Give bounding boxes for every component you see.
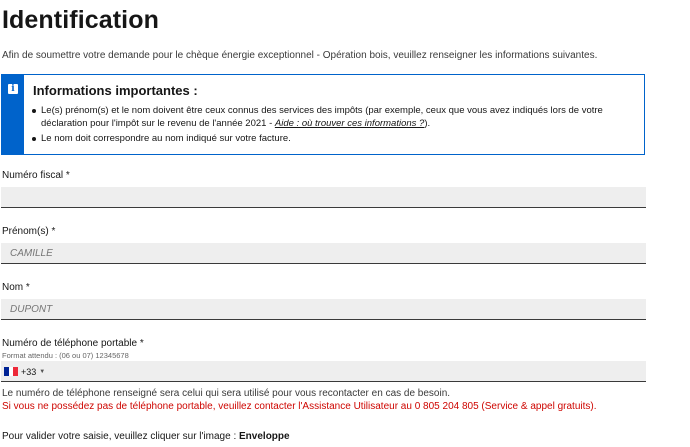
page-title: Identification — [2, 6, 159, 34]
numero-fiscal-label-text: Numéro fiscal — [2, 170, 64, 181]
required-marker: * — [65, 170, 70, 181]
nom-label — [2, 282, 30, 293]
no-mobile-warning: Si vous ne possédez pas de téléphone portable, veuillez contacter l'Assistance Utilisateur au 0 805 204 805 (Service & appel gratuits). — [2, 401, 597, 412]
nom-label-text: Nom — [2, 282, 24, 293]
telephone-input[interactable] — [49, 361, 643, 382]
country-code-select[interactable] — [4, 365, 45, 378]
nom-input[interactable] — [1, 299, 646, 320]
callout-title: Informations importantes : — [33, 83, 198, 98]
telephone-label — [2, 338, 144, 349]
info-icon: i — [8, 84, 18, 94]
telephone-field — [1, 361, 646, 382]
required-marker: * — [25, 282, 30, 293]
captcha-instruction-text: Pour valider votre saisie, veuillez cliquer sur l'image : — [2, 431, 240, 442]
flag-fr-icon — [4, 367, 18, 376]
numero-fiscal-input[interactable] — [1, 187, 646, 208]
callout-accent-bar — [2, 75, 24, 154]
prenoms-label-text: Prénom(s) — [2, 226, 49, 237]
callout-item-lastname — [30, 132, 630, 145]
captcha-target-word: Enveloppe — [239, 431, 290, 442]
captcha-instruction — [2, 431, 290, 442]
callout-item-names-text: Le(s) prénom(s) et le nom doivent être ceux connus des services des impôts (par exemple, ceux que vous avez indiqués lors de votre déclaration pour l'impôt sur le revenu de l'année 2021 - — [41, 105, 603, 129]
callout-item-names — [30, 104, 630, 130]
callout-list — [30, 104, 630, 147]
telephone-label-text: Numéro de téléphone portable — [2, 338, 138, 349]
telephone-format-hint: Format attendu : (06 ou 07) 12345678 — [2, 351, 129, 360]
required-marker: * — [139, 338, 144, 349]
numero-fiscal-label — [2, 170, 70, 181]
page-intro: Afin de soumettre votre demande pour le chèque énergie exceptionnel - Opération bois, veuillez renseigner les informations suivantes. — [2, 50, 598, 61]
important-info-callout — [1, 74, 645, 155]
callout-item-names-suffix: ). — [424, 118, 431, 129]
phone-usage-note: Le numéro de téléphone renseigné sera celui qui sera utilisé pour vous recontacter en cas de besoin. — [2, 388, 451, 399]
help-link-where-to-find[interactable]: Aide : où trouver ces informations ? — [274, 118, 425, 129]
callout-item-lastname-text: Le nom doit correspondre au nom indiqué sur votre facture. — [41, 133, 291, 144]
prenoms-input[interactable] — [1, 243, 646, 264]
country-code: +33 — [21, 366, 37, 377]
prenoms-label — [2, 226, 55, 237]
chevron-down-icon: ▼ — [39, 368, 46, 375]
required-marker: * — [51, 226, 56, 237]
